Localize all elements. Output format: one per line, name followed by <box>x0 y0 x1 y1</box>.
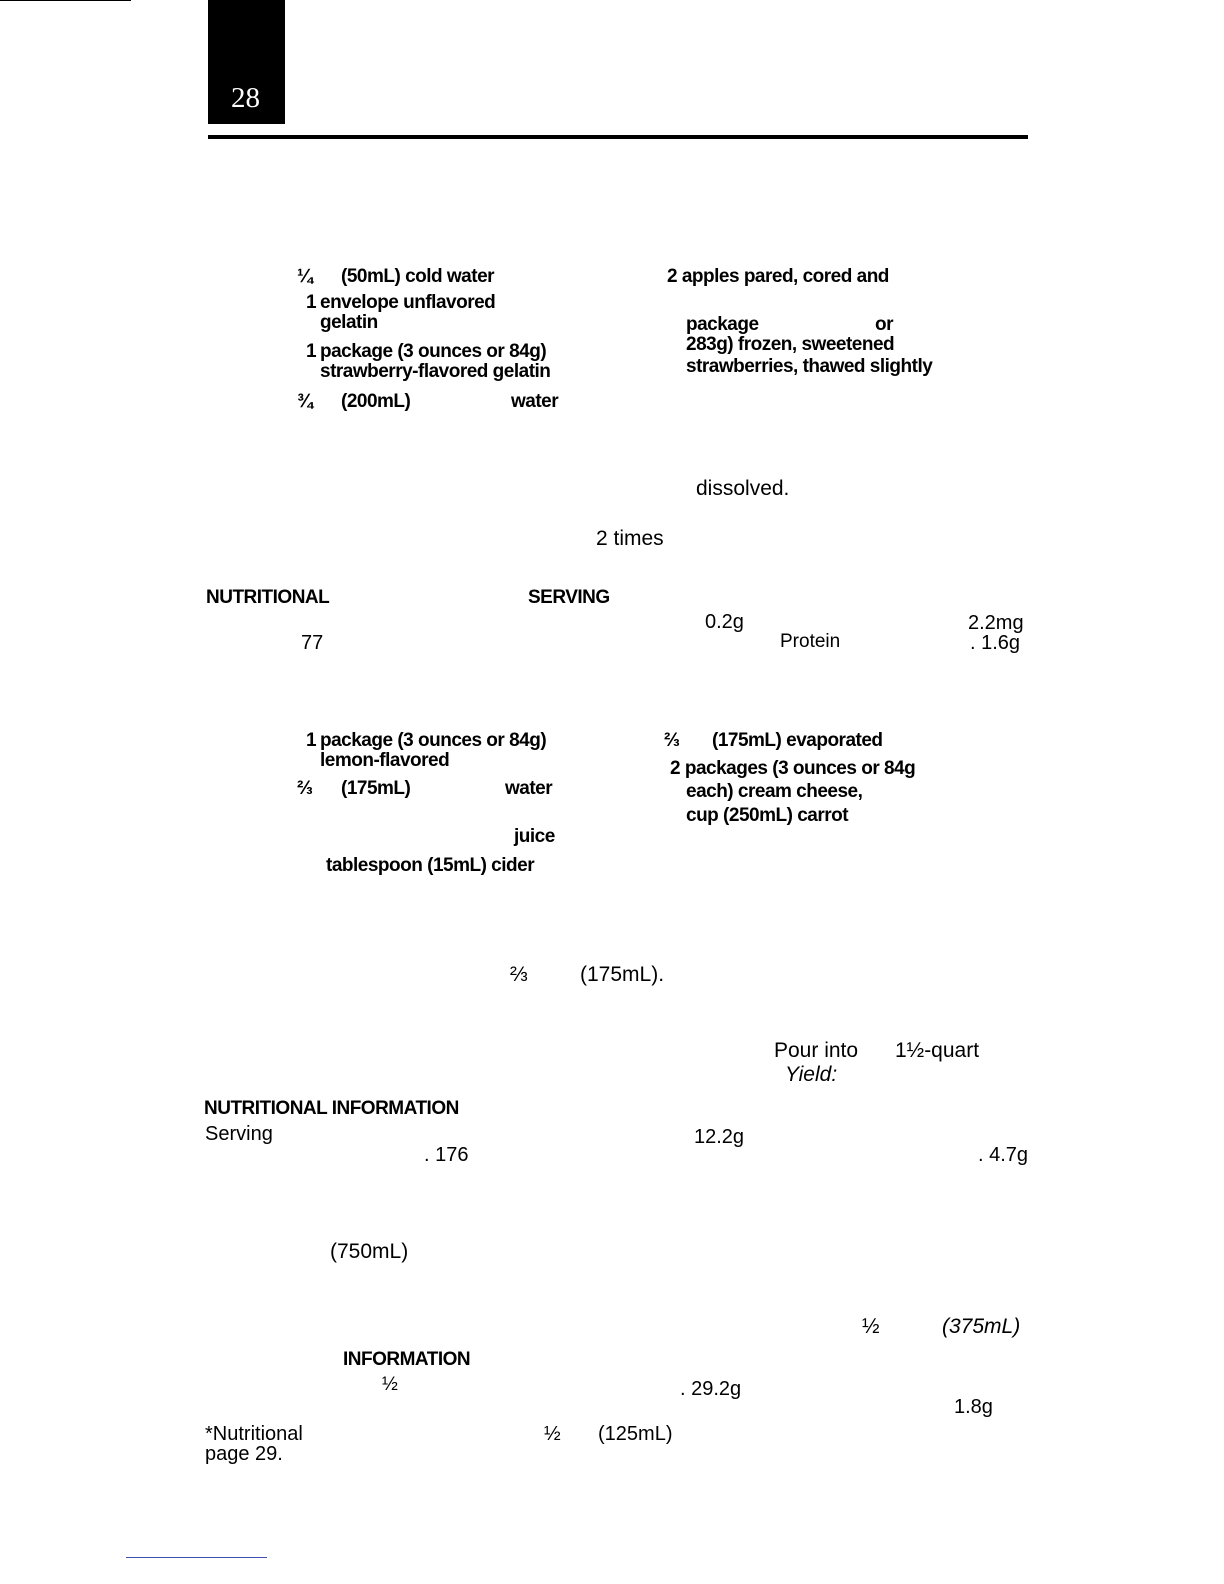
ingredient-amount: 1 <box>306 730 317 751</box>
ingredient-text: water <box>511 391 559 412</box>
nutrition-value: 12.2g <box>694 1126 745 1148</box>
ingredient-text: (175mL) <box>341 778 411 799</box>
ingredient-amount: ¼ <box>297 266 313 287</box>
ingredient-text: (175mL) evaporated <box>712 730 883 751</box>
nutrition-heading: NUTRITIONAL <box>206 587 330 608</box>
nutrition-heading: NUTRITIONAL INFORMATION <box>204 1098 459 1119</box>
nutrition-value: 2.2mg <box>968 612 1024 634</box>
ingredient-amount: ⅔ <box>297 778 313 799</box>
nutrition-heading: INFORMATION <box>343 1349 471 1370</box>
ingredient-amount: 1 <box>306 292 317 313</box>
directions-text: 2 times <box>596 527 664 550</box>
footer-link-underline <box>126 1557 267 1558</box>
ingredient-text: package (3 ounces or 84g) <box>320 341 547 362</box>
nutrition-value: 0.2g <box>705 611 744 633</box>
footnote-text: page 29. <box>205 1443 283 1465</box>
ingredient-text: package (3 ounces or 84g) <box>320 730 547 751</box>
nutrition-value: . 29.2g <box>680 1378 742 1400</box>
footnote-amount: (125mL) <box>598 1423 673 1445</box>
footnote-text: *Nutritional <box>205 1423 303 1445</box>
nutrition-label: Protein <box>780 631 841 652</box>
directions-text: (750mL) <box>330 1240 409 1263</box>
directions-text: 1½-quart <box>895 1039 980 1062</box>
page-number: 28 <box>231 82 260 114</box>
ingredient-text: tablespoon (15mL) cider <box>326 855 535 876</box>
ingredient-text: (50mL) cold water <box>341 266 495 287</box>
nutrition-value: . 1.6g <box>970 632 1021 654</box>
ingredient-text: each) cream cheese, <box>686 781 863 802</box>
nutrition-value: . 176 <box>424 1144 469 1166</box>
ingredient-text: water <box>505 778 553 799</box>
footnote-fraction: ½ <box>544 1423 561 1445</box>
nutrition-value: 1.8g <box>954 1396 993 1418</box>
ingredient-text: lemon-flavored <box>320 750 450 771</box>
nutrition-label: Serving <box>205 1123 273 1145</box>
directions-text: ⅔ <box>510 963 528 986</box>
ingredient-text: cup (250mL) carrot <box>686 805 849 826</box>
ingredient-text: 2 apples pared, cored and <box>667 266 889 287</box>
nutrition-heading: SERVING <box>528 587 610 608</box>
directions-text: dissolved. <box>696 477 790 500</box>
ingredient-text: 283g) frozen, sweetened <box>686 334 895 355</box>
ingredient-text: 2 packages (3 ounces or 84g <box>670 758 916 779</box>
top-rule <box>0 0 131 1</box>
ingredient-text: strawberries, thawed slightly <box>686 356 933 377</box>
directions-text: (375mL) <box>942 1315 1021 1338</box>
ingredient-text: package <box>686 314 759 335</box>
nutrition-fraction: ½ <box>382 1374 398 1395</box>
ingredient-text: gelatin <box>320 312 378 333</box>
directions-text: Pour into <box>774 1039 859 1062</box>
nutrition-value: . 4.7g <box>978 1144 1029 1166</box>
ingredient-text: envelope unflavored <box>320 292 496 313</box>
directions-text: (175mL). <box>580 963 665 986</box>
ingredient-text: (200mL) <box>341 391 411 412</box>
ingredient-amount: 1 <box>306 341 317 362</box>
nutrition-value: 77 <box>301 632 324 654</box>
ingredient-amount: ⅔ <box>664 730 680 751</box>
directions-text: ½ <box>862 1315 880 1338</box>
directions-text: Yield: <box>785 1063 838 1086</box>
ingredient-text: strawberry-flavored gelatin <box>320 361 551 382</box>
ingredient-amount: ¾ <box>297 391 313 412</box>
ingredient-text: or <box>875 314 893 335</box>
ingredient-text: juice <box>514 826 555 847</box>
header-rule <box>208 135 1028 139</box>
